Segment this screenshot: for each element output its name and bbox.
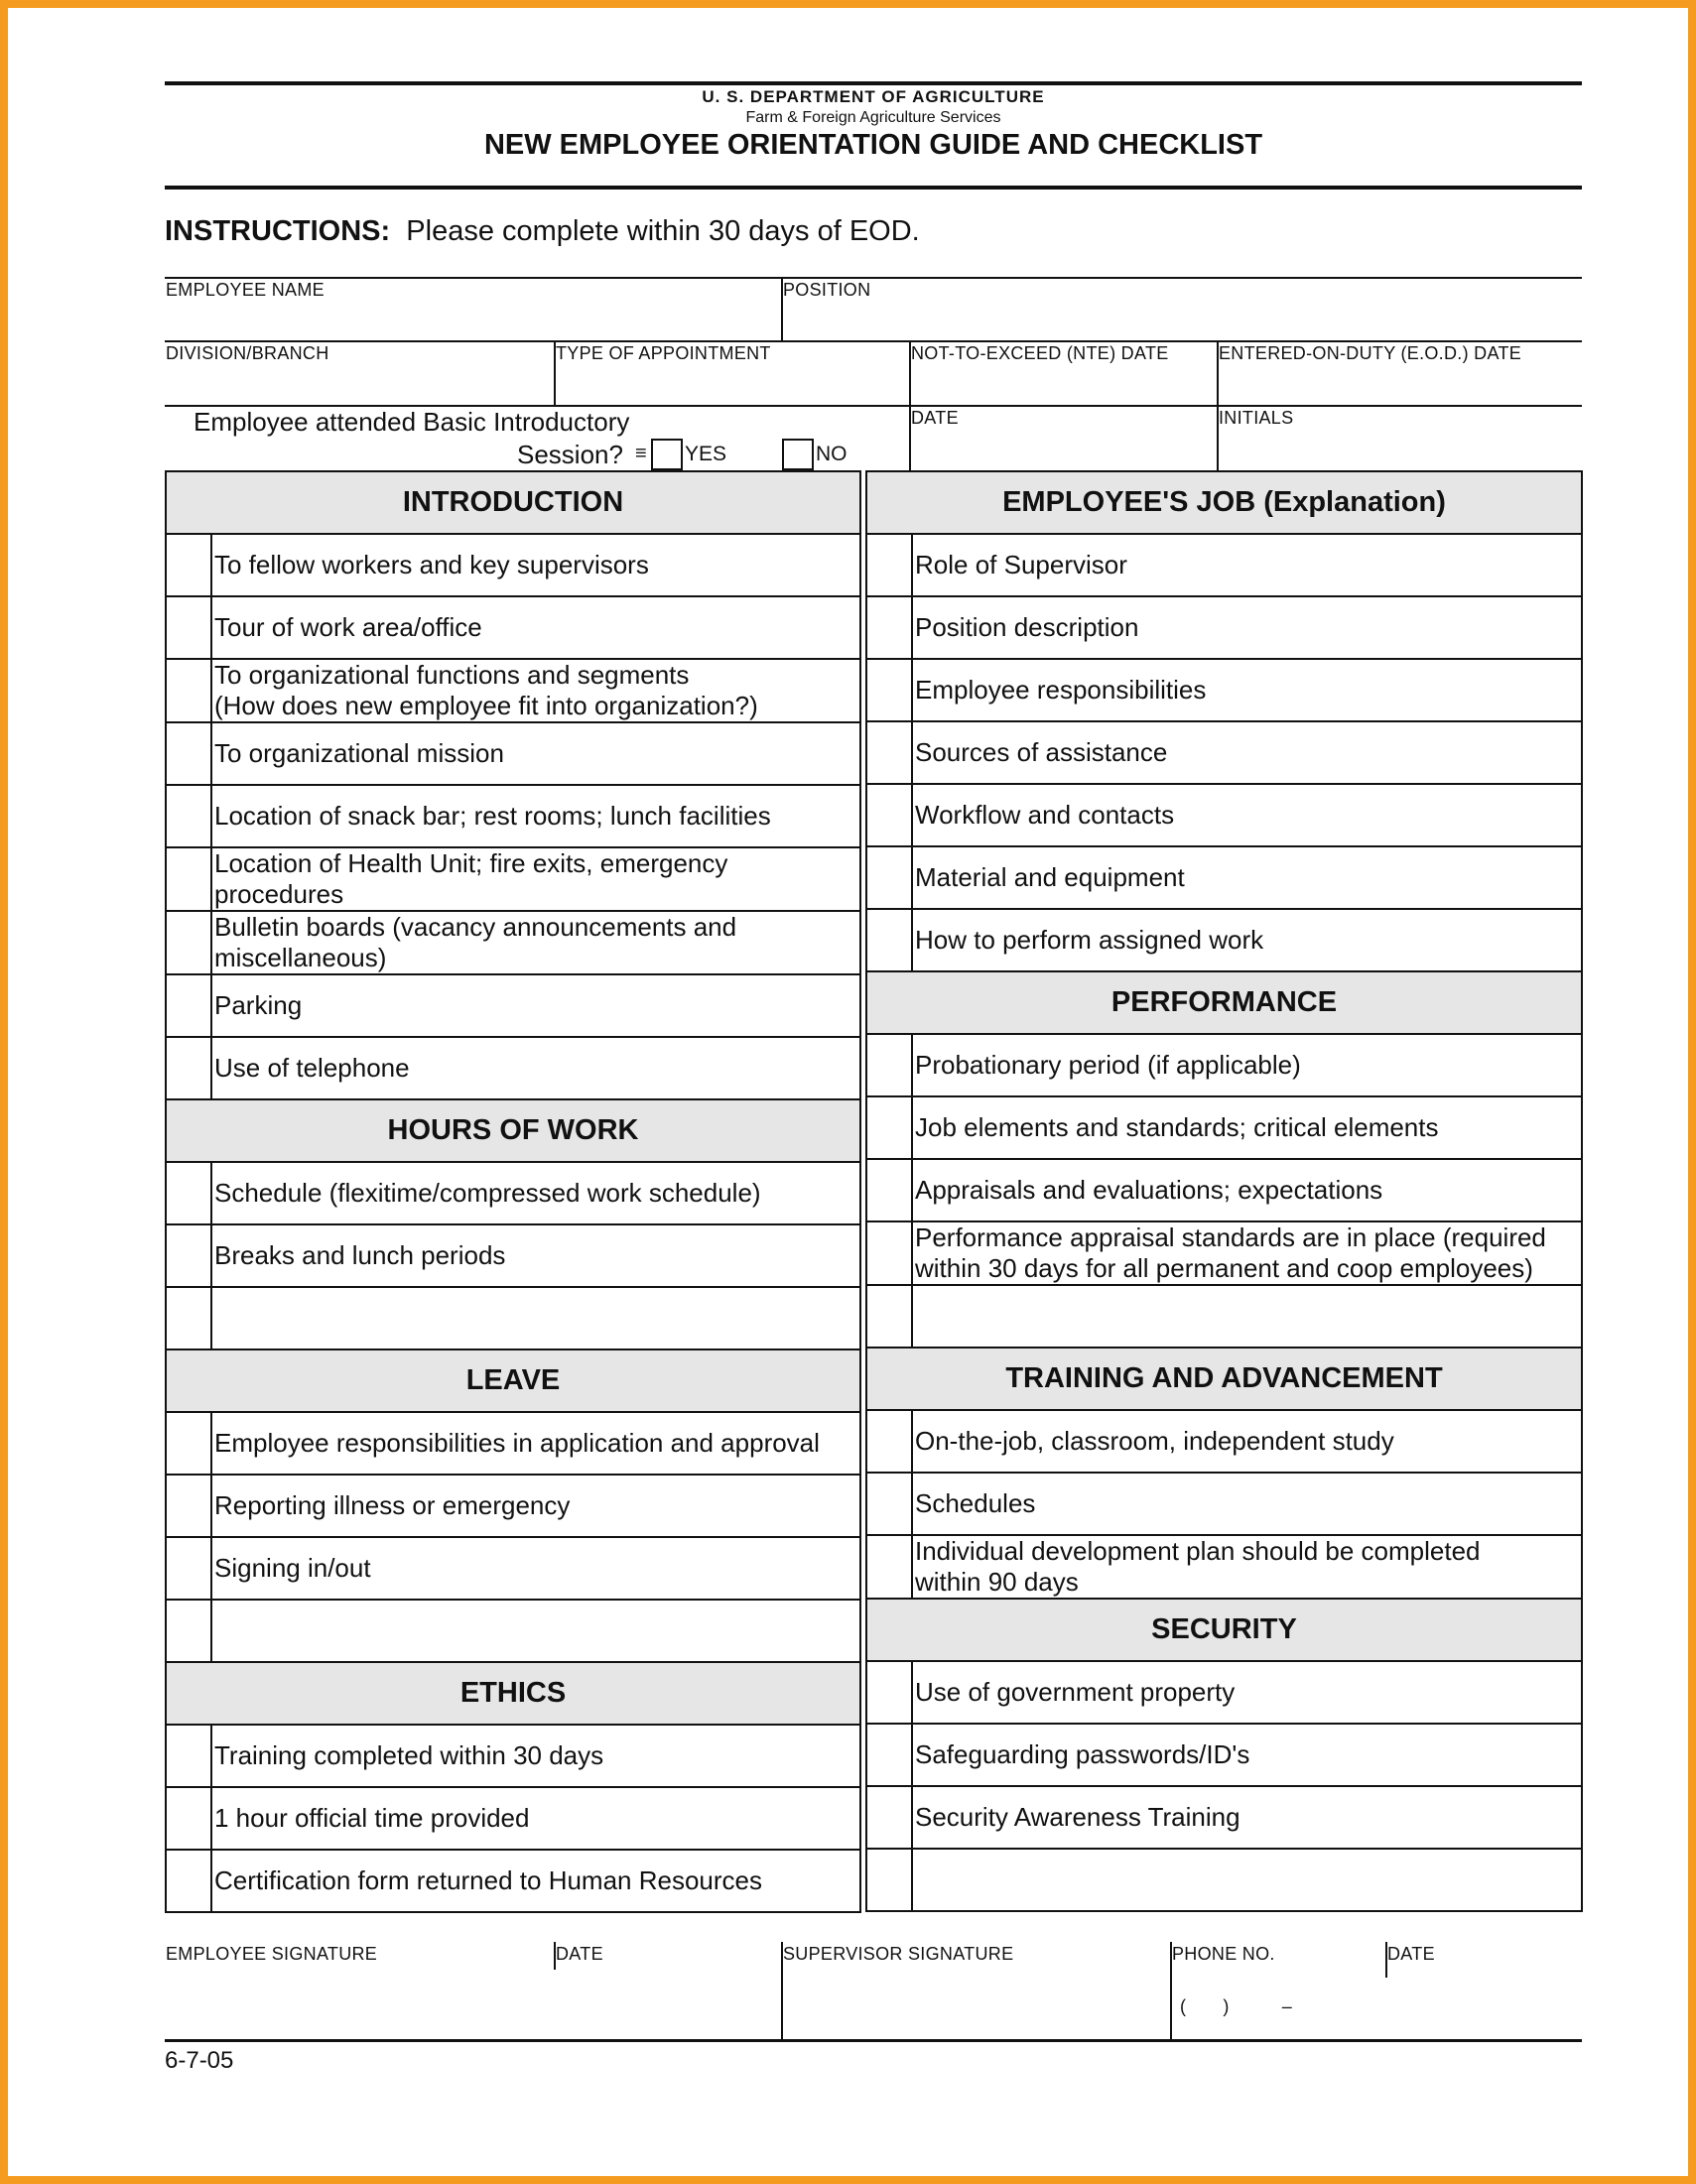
check-box[interactable]	[866, 1473, 912, 1535]
right-section-row	[866, 971, 1582, 1034]
left-section-row	[166, 1662, 860, 1725]
checklist-item-text	[211, 1600, 860, 1662]
checklist-row	[166, 1787, 860, 1850]
checklist-item-text: Use of telephone	[211, 1037, 860, 1099]
checklist-row	[166, 911, 860, 974]
date-label-2: DATE	[1387, 1944, 1435, 1964]
checklist-item-text: Performance appraisal standards are in place (required within 30 days for all permanent and coop employees)	[912, 1221, 1582, 1285]
checklist-item-text: Use of government property	[912, 1661, 1582, 1724]
division-branch-label: DIVISION/BRANCH	[166, 343, 329, 363]
check-box[interactable]	[866, 784, 912, 846]
check-box[interactable]	[166, 1412, 211, 1475]
check-box[interactable]	[166, 911, 211, 974]
section-heading: HOURS OF WORK	[166, 1099, 860, 1162]
checklist-item-text: Job elements and standards; critical elements	[912, 1096, 1582, 1159]
no-label: NO	[816, 443, 848, 465]
signature-bottom-rule	[165, 2039, 1582, 2042]
check-box[interactable]	[166, 1287, 211, 1349]
check-box[interactable]	[866, 1034, 912, 1096]
checklist-item-text: Employee responsibilities in application and approval	[211, 1412, 860, 1475]
checklist-row	[866, 1285, 1582, 1348]
check-box[interactable]	[166, 1787, 211, 1850]
checklist-item-text: Parking	[211, 974, 860, 1037]
checklist-item-text: Schedule (flexitime/compressed work schedule)	[211, 1162, 860, 1224]
checklist-row	[866, 846, 1582, 909]
right-section-row	[866, 471, 1582, 534]
phone-placeholder: ( ) –	[1180, 1996, 1293, 2016]
checklist-row	[866, 1849, 1582, 1911]
employee-name-label: EMPLOYEE NAME	[166, 280, 325, 300]
check-box[interactable]	[866, 1535, 912, 1599]
instructions-label: INSTRUCTIONS:	[165, 215, 391, 247]
checklist-item-text: To fellow workers and key supervisors	[211, 534, 860, 596]
left-section-row	[166, 471, 860, 534]
check-box[interactable]	[166, 659, 211, 722]
check-box[interactable]	[866, 1410, 912, 1473]
check-box[interactable]	[166, 1600, 211, 1662]
date-label: DATE	[911, 408, 959, 428]
checklist-row	[866, 1410, 1582, 1473]
yes-label: YES	[685, 443, 727, 465]
checklist-item-text: Role of Supervisor	[912, 534, 1582, 596]
checklist-item-text: Schedules	[912, 1473, 1582, 1535]
date-label-1: DATE	[556, 1944, 603, 1964]
check-box[interactable]	[866, 659, 912, 721]
checklist-item-text: Security Awareness Training	[912, 1786, 1582, 1849]
check-box[interactable]	[866, 1849, 912, 1911]
checklist-row	[866, 1786, 1582, 1849]
instructions-text: Please complete within 30 days of EOD.	[406, 215, 920, 247]
check-box[interactable]	[866, 1724, 912, 1786]
checklist-item-text: To organizational functions and segments (How does new employee fit into organization?)	[211, 659, 860, 722]
phone-label: PHONE NO.	[1172, 1944, 1275, 1964]
check-box[interactable]	[166, 785, 211, 847]
check-box[interactable]	[166, 534, 211, 596]
no-checkbox[interactable]	[782, 439, 814, 470]
checklist-item-text: Appraisals and evaluations; expectations	[912, 1159, 1582, 1221]
checklist-item-text: Bulletin boards (vacancy announcements and miscellaneous)	[211, 911, 860, 974]
checklist-item-text: Position description	[912, 596, 1582, 659]
checklist-row	[866, 1724, 1582, 1786]
checklist-item-text: Location of snack bar; rest rooms; lunch facilities	[211, 785, 860, 847]
right-section-row	[866, 1599, 1582, 1661]
employee-signature-label: EMPLOYEE SIGNATURE	[166, 1944, 378, 1964]
appointment-type-label: TYPE OF APPOINTMENT	[556, 343, 771, 363]
checklist-row	[166, 1537, 860, 1600]
checklist-row	[166, 974, 860, 1037]
check-box[interactable]	[166, 1162, 211, 1224]
check-box[interactable]	[166, 1725, 211, 1787]
checklist-row	[166, 785, 860, 847]
check-box[interactable]	[866, 1661, 912, 1724]
form-title: NEW EMPLOYEE ORIENTATION GUIDE AND CHECKLIST	[483, 129, 1263, 161]
checklist-row	[866, 1473, 1582, 1535]
check-box[interactable]	[166, 1475, 211, 1537]
check-box[interactable]	[166, 722, 211, 785]
checklist-row	[166, 847, 860, 911]
section-heading: SECURITY	[866, 1599, 1582, 1661]
checklist-item-text: Individual development plan should be completed within 90 days	[912, 1535, 1582, 1599]
supervisor-signature-label: SUPERVISOR SIGNATURE	[783, 1944, 1014, 1964]
check-box[interactable]	[866, 1096, 912, 1159]
initials-label: INITIALS	[1219, 408, 1294, 428]
checklist-item-text: Material and equipment	[912, 846, 1582, 909]
check-box[interactable]	[866, 846, 912, 909]
section-heading: PERFORMANCE	[866, 971, 1582, 1034]
checklist-item-text: Certification form returned to Human Resources	[211, 1850, 860, 1912]
form-revision-date: 6-7-05	[165, 2047, 234, 2074]
check-box[interactable]	[866, 1221, 912, 1285]
check-box[interactable]	[866, 1285, 912, 1348]
checklist-row	[166, 1725, 860, 1787]
checklist-item-text	[912, 1849, 1582, 1911]
section-heading: TRAINING AND ADVANCEMENT	[866, 1348, 1582, 1410]
checklist-row	[866, 721, 1582, 784]
checklist-row	[166, 1600, 860, 1662]
session-question-line1: Employee attended Basic Introductory	[194, 407, 630, 437]
check-box[interactable]	[866, 1786, 912, 1849]
checklist-item-text: To organizational mission	[211, 722, 860, 785]
left-section-row	[166, 1349, 860, 1412]
checklist-item-text: How to perform assigned work	[912, 909, 1582, 971]
section-heading: ETHICS	[166, 1662, 860, 1725]
checklist-row	[866, 1096, 1582, 1159]
check-box[interactable]	[866, 909, 912, 971]
checklist-item-text: Tour of work area/office	[211, 596, 860, 659]
checklist-row	[166, 1412, 860, 1475]
check-box[interactable]	[866, 1159, 912, 1221]
checklist-item-text: Reporting illness or emergency	[211, 1475, 860, 1537]
checklist-row	[866, 1221, 1582, 1285]
checklist-item-text: Employee responsibilities	[912, 659, 1582, 721]
checklist-row	[866, 784, 1582, 846]
check-box[interactable]	[166, 1037, 211, 1099]
checklist-row	[866, 659, 1582, 721]
left-checklist	[165, 470, 861, 1913]
checklist-row	[866, 909, 1582, 971]
session-glyph: ≡	[635, 443, 647, 464]
check-box[interactable]	[166, 974, 211, 1037]
checklist-row	[166, 1850, 860, 1912]
checklist-row	[866, 534, 1582, 596]
eod-date-label: ENTERED-ON-DUTY (E.O.D.) DATE	[1219, 343, 1522, 363]
checklist-item-text: Workflow and contacts	[912, 784, 1582, 846]
header-bottom-rule	[165, 186, 1582, 190]
checklist-item-text	[211, 1287, 860, 1349]
agency-name: U. S. DEPARTMENT OF AGRICULTURE	[702, 87, 1045, 106]
check-box[interactable]	[166, 1224, 211, 1287]
checklist-row	[166, 534, 860, 596]
right-checklist	[865, 470, 1583, 1912]
checklist-row	[166, 1287, 860, 1349]
checklist-row	[166, 1162, 860, 1224]
checklist-row	[166, 659, 860, 722]
nte-date-label: NOT-TO-EXCEED (NTE) DATE	[911, 343, 1169, 363]
instructions	[165, 215, 920, 248]
section-heading: INTRODUCTION	[166, 471, 860, 534]
subagency-name: Farm & Foreign Agriculture Services	[745, 109, 1001, 126]
checklist-row	[866, 1535, 1582, 1599]
checklist-row	[166, 722, 860, 785]
checklist-item-text: Probationary period (if applicable)	[912, 1034, 1582, 1096]
checklist-item-text: Signing in/out	[211, 1537, 860, 1600]
checklist-item-text: Location of Health Unit; fire exits, emergency procedures	[211, 847, 860, 911]
section-heading: LEAVE	[166, 1349, 860, 1412]
checklist-item-text: Breaks and lunch periods	[211, 1224, 860, 1287]
check-box[interactable]	[866, 596, 912, 659]
checklist-row	[866, 1159, 1582, 1221]
checklist-row	[166, 1475, 860, 1537]
check-box[interactable]	[866, 721, 912, 784]
checklist-row	[866, 1034, 1582, 1096]
checklist-item-text: Sources of assistance	[912, 721, 1582, 784]
session-question-line2: Session?	[517, 440, 623, 469]
check-box[interactable]	[166, 1850, 211, 1912]
field-rule-1	[165, 277, 1582, 279]
header-top-rule	[165, 81, 1582, 85]
checklist-item-text: Training completed within 30 days	[211, 1725, 860, 1787]
yes-checkbox[interactable]	[651, 439, 683, 470]
right-section-row	[866, 1348, 1582, 1410]
checklist-row	[166, 596, 860, 659]
check-box[interactable]	[866, 534, 912, 596]
checklist-row	[166, 1037, 860, 1099]
checklist-item-text: On-the-job, classroom, independent study	[912, 1410, 1582, 1473]
position-label: POSITION	[783, 280, 871, 300]
checklist-row	[166, 1224, 860, 1287]
checklist-item-text: Safeguarding passwords/ID's	[912, 1724, 1582, 1786]
checklist-row	[866, 1661, 1582, 1724]
check-box[interactable]	[166, 596, 211, 659]
left-section-row	[166, 1099, 860, 1162]
checklist-item-text: 1 hour official time provided	[211, 1787, 860, 1850]
check-box[interactable]	[166, 1537, 211, 1600]
check-box[interactable]	[166, 847, 211, 911]
field-rule-2	[165, 340, 1582, 342]
section-heading: EMPLOYEE'S JOB (Explanation)	[866, 471, 1582, 534]
checklist-row	[866, 596, 1582, 659]
checklist-item-text	[912, 1285, 1582, 1348]
